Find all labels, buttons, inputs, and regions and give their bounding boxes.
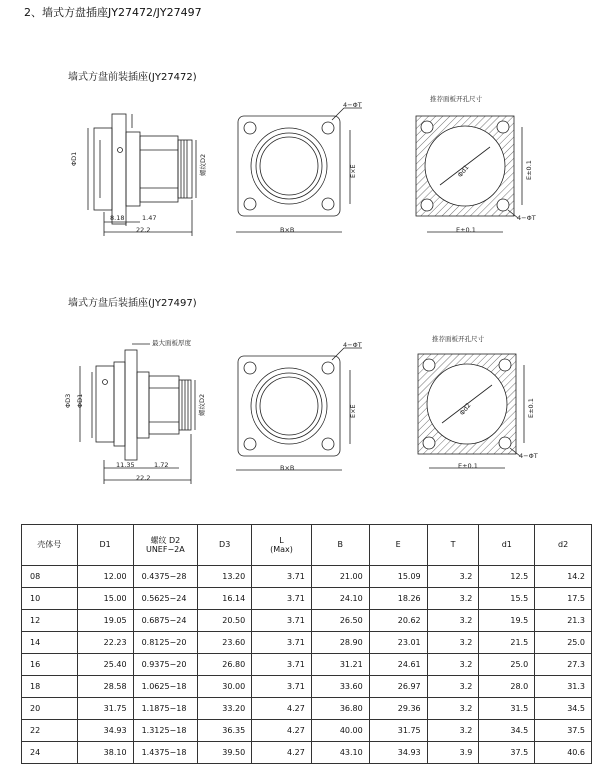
cell-e: 34.93 — [369, 742, 427, 764]
cell-b: 24.10 — [311, 588, 369, 610]
front-phid1-label: Φd1 — [456, 163, 471, 179]
front-dim-147: 1.47 — [142, 214, 157, 222]
cell-d1: 34.93 — [77, 720, 133, 742]
header-d2: 螺纹 D2 UNEF−2A — [133, 525, 198, 566]
cell-l: 4.27 — [252, 742, 312, 764]
cell-t: 3.2 — [427, 588, 479, 610]
rear-panel-cutout-drawing — [418, 354, 524, 468]
cell-d2-small: 31.3 — [535, 676, 592, 698]
cell-d2: 1.0625−18 — [133, 676, 198, 698]
rear-e01-vertical-label: E±0.1 — [527, 398, 535, 418]
rear-bb-label: B×B — [280, 464, 295, 472]
cell-l: 3.71 — [252, 632, 312, 654]
cell-e: 15.09 — [369, 566, 427, 588]
cell-d1-small: 28.0 — [479, 676, 535, 698]
table-row — [22, 720, 592, 742]
cell-l: 4.27 — [252, 720, 312, 742]
cell-shell: 20 — [22, 698, 78, 720]
table-row — [22, 698, 592, 720]
front-ee-label: E×E — [349, 164, 357, 178]
cell-d2: 0.8125−20 — [133, 632, 198, 654]
cell-d1-small: 15.5 — [479, 588, 535, 610]
front-dim-818: 8.18 — [110, 214, 125, 222]
cell-d2-small: 25.0 — [535, 632, 592, 654]
cell-shell: 14 — [22, 632, 78, 654]
cell-d3: 20.50 — [198, 610, 252, 632]
table-row — [22, 566, 592, 588]
front-d2-label: 螺纹D2 — [199, 153, 207, 176]
cell-d1-small: 19.5 — [479, 610, 535, 632]
cell-d3: 39.50 — [198, 742, 252, 764]
cell-d2: 0.9375−20 — [133, 654, 198, 676]
cell-b: 31.21 — [311, 654, 369, 676]
cell-d1: 38.10 — [77, 742, 133, 764]
table-row — [22, 632, 592, 654]
rear-panel-4t-label: 4−ΦT — [519, 452, 538, 460]
cell-d1-small: 12.5 — [479, 566, 535, 588]
table-row — [22, 676, 592, 698]
cell-d2-small: 40.6 — [535, 742, 592, 764]
cell-shell: 08 — [22, 566, 78, 588]
cell-d2-small: 37.5 — [535, 720, 592, 742]
front-face-view-drawing — [236, 108, 362, 232]
front-d1-label: ΦD1 — [70, 151, 78, 166]
table-row — [22, 610, 592, 632]
cell-t: 3.2 — [427, 720, 479, 742]
rear-d3-label: ΦD3 — [64, 393, 72, 408]
cell-t: 3.2 — [427, 632, 479, 654]
rear-e01-horizontal-label: E±0.1 — [458, 462, 478, 470]
cell-b: 21.00 — [311, 566, 369, 588]
front-bb-label: B×B — [280, 226, 295, 234]
cell-d3: 30.00 — [198, 676, 252, 698]
cell-l: 3.71 — [252, 610, 312, 632]
cell-d2: 1.1875−18 — [133, 698, 198, 720]
cell-shell: 16 — [22, 654, 78, 676]
cell-b: 26.50 — [311, 610, 369, 632]
table-row — [22, 588, 592, 610]
rear-d2-label: 螺纹D2 — [198, 393, 206, 416]
front-e01-vertical-label: E±0.1 — [525, 160, 533, 180]
rear-panel-title: 推荐面板开孔尺寸 — [432, 335, 484, 343]
cell-t: 3.2 — [427, 676, 479, 698]
front-panel-cutout-drawing — [416, 116, 522, 232]
table-header-row — [22, 525, 592, 566]
rear-max-panel-label: 最大面板厚度 — [152, 339, 191, 347]
header-d1: D1 — [77, 525, 133, 566]
rear-dim-222: 22.2 — [136, 474, 151, 482]
cell-d3: 23.60 — [198, 632, 252, 654]
cell-d1: 25.40 — [77, 654, 133, 676]
cell-d1-small: 25.0 — [479, 654, 535, 676]
rear-side-view-drawing — [80, 344, 195, 484]
cell-d1-small: 31.5 — [479, 698, 535, 720]
cell-t: 3.9 — [427, 742, 479, 764]
cell-d2-small: 34.5 — [535, 698, 592, 720]
front-mount-title: 墙式方盘前装插座(JY27472) — [68, 72, 197, 83]
rear-dim-172: 1.72 — [154, 461, 169, 469]
rear-mount-title: 墙式方盘后装插座(JY27497) — [68, 298, 197, 309]
cell-d1-small: 21.5 — [479, 632, 535, 654]
header-l: L (Max) — [252, 525, 312, 566]
cell-l: 3.71 — [252, 588, 312, 610]
rear-dim-1135: 11.35 — [116, 461, 135, 469]
cell-l: 3.71 — [252, 566, 312, 588]
cell-e: 20.62 — [369, 610, 427, 632]
cell-l: 3.71 — [252, 654, 312, 676]
cell-e: 29.36 — [369, 698, 427, 720]
cell-b: 36.80 — [311, 698, 369, 720]
front-4t-label: 4−ΦT — [343, 101, 362, 109]
cell-d1: 22.23 — [77, 632, 133, 654]
cell-shell: 10 — [22, 588, 78, 610]
cell-e: 24.61 — [369, 654, 427, 676]
cell-d1: 31.75 — [77, 698, 133, 720]
cell-d2-small: 21.3 — [535, 610, 592, 632]
header-t: T — [427, 525, 479, 566]
cell-d1: 19.05 — [77, 610, 133, 632]
cell-d2: 0.5625−24 — [133, 588, 198, 610]
rear-ee-label: E×E — [349, 404, 357, 418]
cell-d2-small: 27.3 — [535, 654, 592, 676]
cell-d2: 0.6875−24 — [133, 610, 198, 632]
rear-phid2-label: Φd2 — [458, 401, 473, 417]
cell-d1: 15.00 — [77, 588, 133, 610]
cell-t: 3.2 — [427, 698, 479, 720]
cell-b: 28.90 — [311, 632, 369, 654]
header-d1-small: d1 — [479, 525, 535, 566]
rear-face-view-drawing — [236, 348, 362, 470]
cell-t: 3.2 — [427, 566, 479, 588]
cell-e: 31.75 — [369, 720, 427, 742]
cell-d1: 12.00 — [77, 566, 133, 588]
cell-shell: 24 — [22, 742, 78, 764]
cell-e: 26.97 — [369, 676, 427, 698]
cell-d2-small: 14.2 — [535, 566, 592, 588]
cell-shell: 22 — [22, 720, 78, 742]
cell-b: 33.60 — [311, 676, 369, 698]
header-d2-small: d2 — [535, 525, 592, 566]
header-shell-size: 壳体号 — [22, 525, 78, 566]
section-title: 2、墙式方盘插座JY27472/JY27497 — [24, 6, 202, 19]
cell-l: 4.27 — [252, 698, 312, 720]
cell-d3: 26.80 — [198, 654, 252, 676]
cell-t: 3.2 — [427, 654, 479, 676]
cell-shell: 12 — [22, 610, 78, 632]
header-b: B — [311, 525, 369, 566]
cell-d3: 16.14 — [198, 588, 252, 610]
front-panel-4t-label: 4−ΦT — [517, 214, 536, 222]
cell-b: 43.10 — [311, 742, 369, 764]
rear-4t-label: 4−ΦT — [343, 341, 362, 349]
cell-e: 18.26 — [369, 588, 427, 610]
cell-d3: 36.35 — [198, 720, 252, 742]
cell-d2: 0.4375−28 — [133, 566, 198, 588]
rear-d1-label: ΦD1 — [76, 393, 84, 408]
cell-d3: 13.20 — [198, 566, 252, 588]
cell-b: 40.00 — [311, 720, 369, 742]
table-row — [22, 654, 592, 676]
header-d3: D3 — [198, 525, 252, 566]
front-panel-title: 推荐面板开孔尺寸 — [430, 95, 482, 103]
cell-d3: 33.20 — [198, 698, 252, 720]
front-dim-222: 22.2 — [136, 226, 151, 234]
cell-d1: 28.58 — [77, 676, 133, 698]
cell-d2: 1.3125−18 — [133, 720, 198, 742]
cell-l: 3.71 — [252, 676, 312, 698]
front-e01-horizontal-label: E±0.1 — [456, 226, 476, 234]
cell-d2-small: 17.5 — [535, 588, 592, 610]
spec-table — [21, 524, 592, 764]
cell-t: 3.2 — [427, 610, 479, 632]
cell-e: 23.01 — [369, 632, 427, 654]
header-e: E — [369, 525, 427, 566]
cell-shell: 18 — [22, 676, 78, 698]
cell-d2: 1.4375−18 — [133, 742, 198, 764]
cell-d1-small: 37.5 — [479, 742, 535, 764]
cell-d1-small: 34.5 — [479, 720, 535, 742]
